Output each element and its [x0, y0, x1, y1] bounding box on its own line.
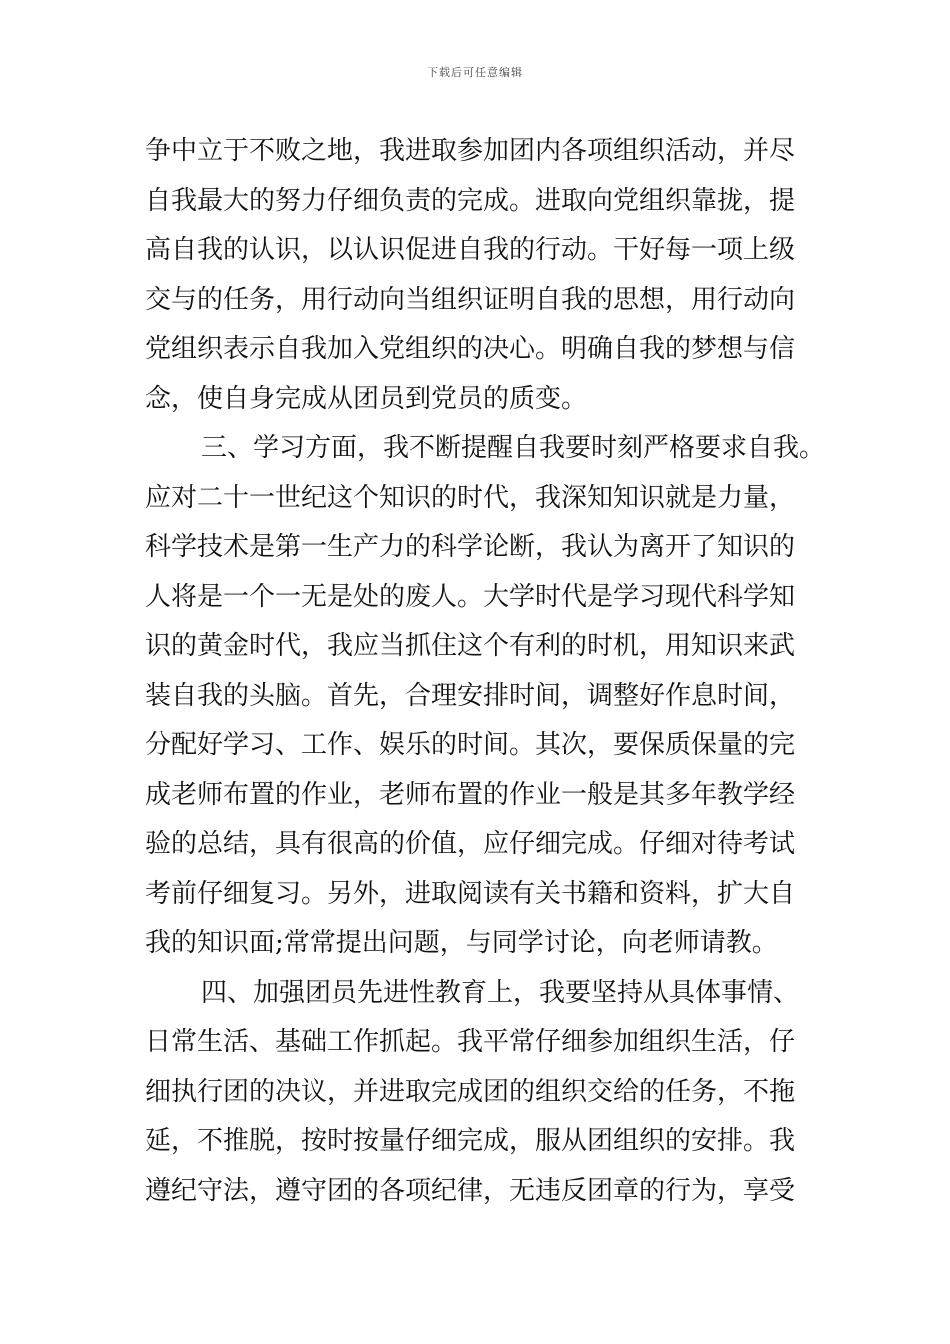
text-line: 党组织表示自我加入党组织的决心。明确自我的梦想与信 [145, 334, 796, 364]
text-line: 争中立于不败之地，我进取参加团内各项组织活动，并尽 [145, 136, 796, 166]
text-line: 遵纪守法，遵守团的各项纪律，无违反团章的行为，享受 [145, 1175, 796, 1206]
text-line: 延，不推脱，按时按量仔细完成，服从团组织的安排。我 [145, 1126, 796, 1156]
text-line: 念，使自身完成从团员到党员的质变。 [145, 383, 588, 414]
text-line: 科学技术是第一生产力的科学论断，我认为离开了知识的 [145, 532, 796, 562]
page-header: 下载后可任意编辑 [427, 66, 523, 79]
text-line: 细执行团的决议，并进取完成团的组织交给的任务，不拖 [145, 1076, 796, 1107]
text-line: 我的知识面;常常提出问题，与同学讨论，向老师请教。 [145, 928, 778, 958]
text-line: 高自我的认识，以认识促进自我的行动。干好每一项上级 [145, 235, 796, 265]
text-line: 验的总结，具有很高的价值，应仔细完成。仔细对待考试 [145, 829, 796, 859]
text-line: 日常生活、基础工作抓起。我平常仔细参加组织生活，仔 [145, 1027, 796, 1057]
document-body [145, 127, 825, 1216]
text-line: 应对二十一世纪这个知识的时代，我深知知识就是力量， [145, 482, 796, 513]
text-line: 自我最大的努力仔细负责的完成。进取向党组织靠拢，提 [145, 185, 796, 216]
text-line: 识的黄金时代，我应当抓住这个有利的时机，用知识来武 [145, 631, 796, 661]
paragraph-first-line: 四、加强团员先进性教育上，我要坚持从具体事情、 [201, 977, 800, 1008]
text-line: 考前仔细复习。另外，进取阅读有关书籍和资料，扩大自 [145, 878, 796, 909]
text-line: 交与的任务，用行动向当组织证明自我的思想，用行动向 [145, 284, 796, 315]
text-line: 人将是一个一无是处的废人。大学时代是学习现代科学知 [145, 581, 796, 612]
text-line: 分配好学习、工作、娱乐的时间。其次，要保质保量的完 [145, 730, 796, 760]
text-line: 装自我的头脑。首先，合理安排时间，调整好作息时间， [145, 680, 796, 711]
paragraph-first-line: 三、学习方面，我不断提醒自我要时刻严格要求自我。 [201, 433, 826, 463]
text-line: 成老师布置的作业，老师布置的作业一般是其多年教学经 [145, 779, 796, 810]
